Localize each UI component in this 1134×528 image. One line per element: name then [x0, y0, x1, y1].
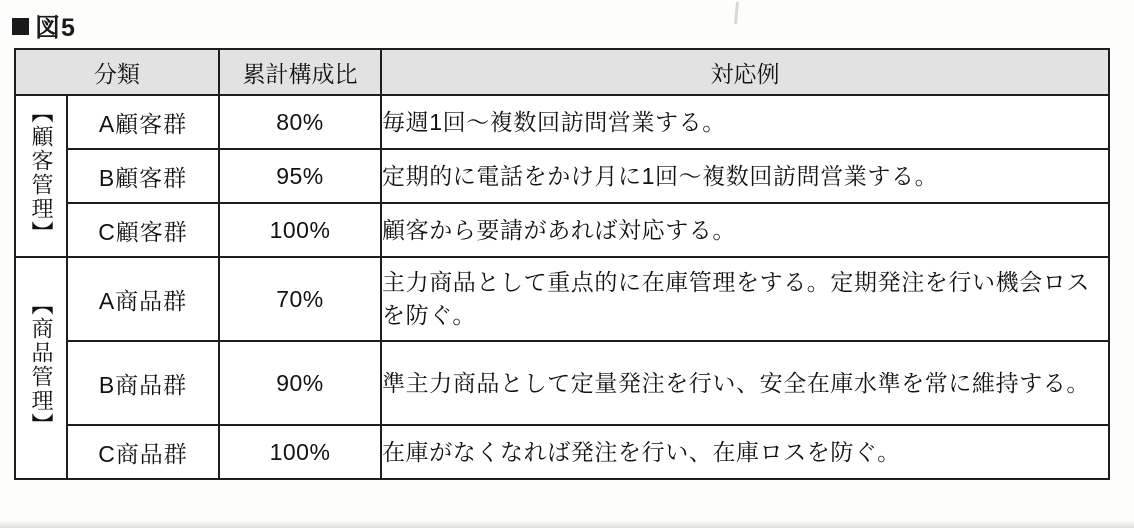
- ratio-cell: 95%: [219, 149, 381, 203]
- column-header-example: 対応例: [381, 49, 1109, 95]
- table-header: [15, 49, 1109, 95]
- group-label-product: [15, 257, 67, 479]
- example-cell: 定期的に電話をかけ月に1回〜複数回訪問営業する。: [381, 149, 1109, 203]
- classification-cell: C商品群: [67, 425, 219, 479]
- abc-analysis-table: [14, 48, 1110, 480]
- column-header-ratio: 累計構成比: [219, 49, 381, 95]
- group-label-customer-text: 【顧客管理】: [29, 101, 54, 245]
- table-row: [15, 257, 1109, 341]
- table-row: [15, 425, 1109, 479]
- table-row: [15, 149, 1109, 203]
- table-container: [14, 48, 1108, 480]
- table-row: [15, 203, 1109, 257]
- page-edge-shadow: [0, 520, 1134, 528]
- column-header-classification: 分類: [15, 49, 219, 95]
- ratio-cell: 100%: [219, 425, 381, 479]
- ratio-cell: 100%: [219, 203, 381, 257]
- group-label-product-text: 【商品管理】: [29, 293, 54, 437]
- example-cell: 準主力商品として定量発注を行い、安全在庫水準を常に維持する。: [381, 341, 1109, 425]
- example-cell: 在庫がなくなれば発注を行い、在庫ロスを防ぐ。: [381, 425, 1109, 479]
- example-cell: 顧客から要請があれば対応する。: [381, 203, 1109, 257]
- table-header-row: [15, 49, 1109, 95]
- scan-artifact: [734, 2, 739, 24]
- ratio-cell: 90%: [219, 341, 381, 425]
- table-row: [15, 95, 1109, 149]
- example-cell: 毎週1回〜複数回訪問営業する。: [381, 95, 1109, 149]
- table-body: [15, 95, 1109, 479]
- classification-cell: B顧客群: [67, 149, 219, 203]
- figure-caption: [12, 8, 76, 44]
- classification-cell: B商品群: [67, 341, 219, 425]
- bullet-square-icon: [12, 18, 29, 35]
- ratio-cell: 80%: [219, 95, 381, 149]
- classification-cell: A商品群: [67, 257, 219, 341]
- ratio-cell: 70%: [219, 257, 381, 341]
- classification-cell: C顧客群: [67, 203, 219, 257]
- classification-cell: A顧客群: [67, 95, 219, 149]
- example-cell: 主力商品として重点的に在庫管理をする。定期発注を行い機会ロスを防ぐ。: [381, 257, 1109, 341]
- figure-caption-label: 図5: [35, 14, 76, 42]
- table-row: [15, 341, 1109, 425]
- group-label-customer: [15, 95, 67, 257]
